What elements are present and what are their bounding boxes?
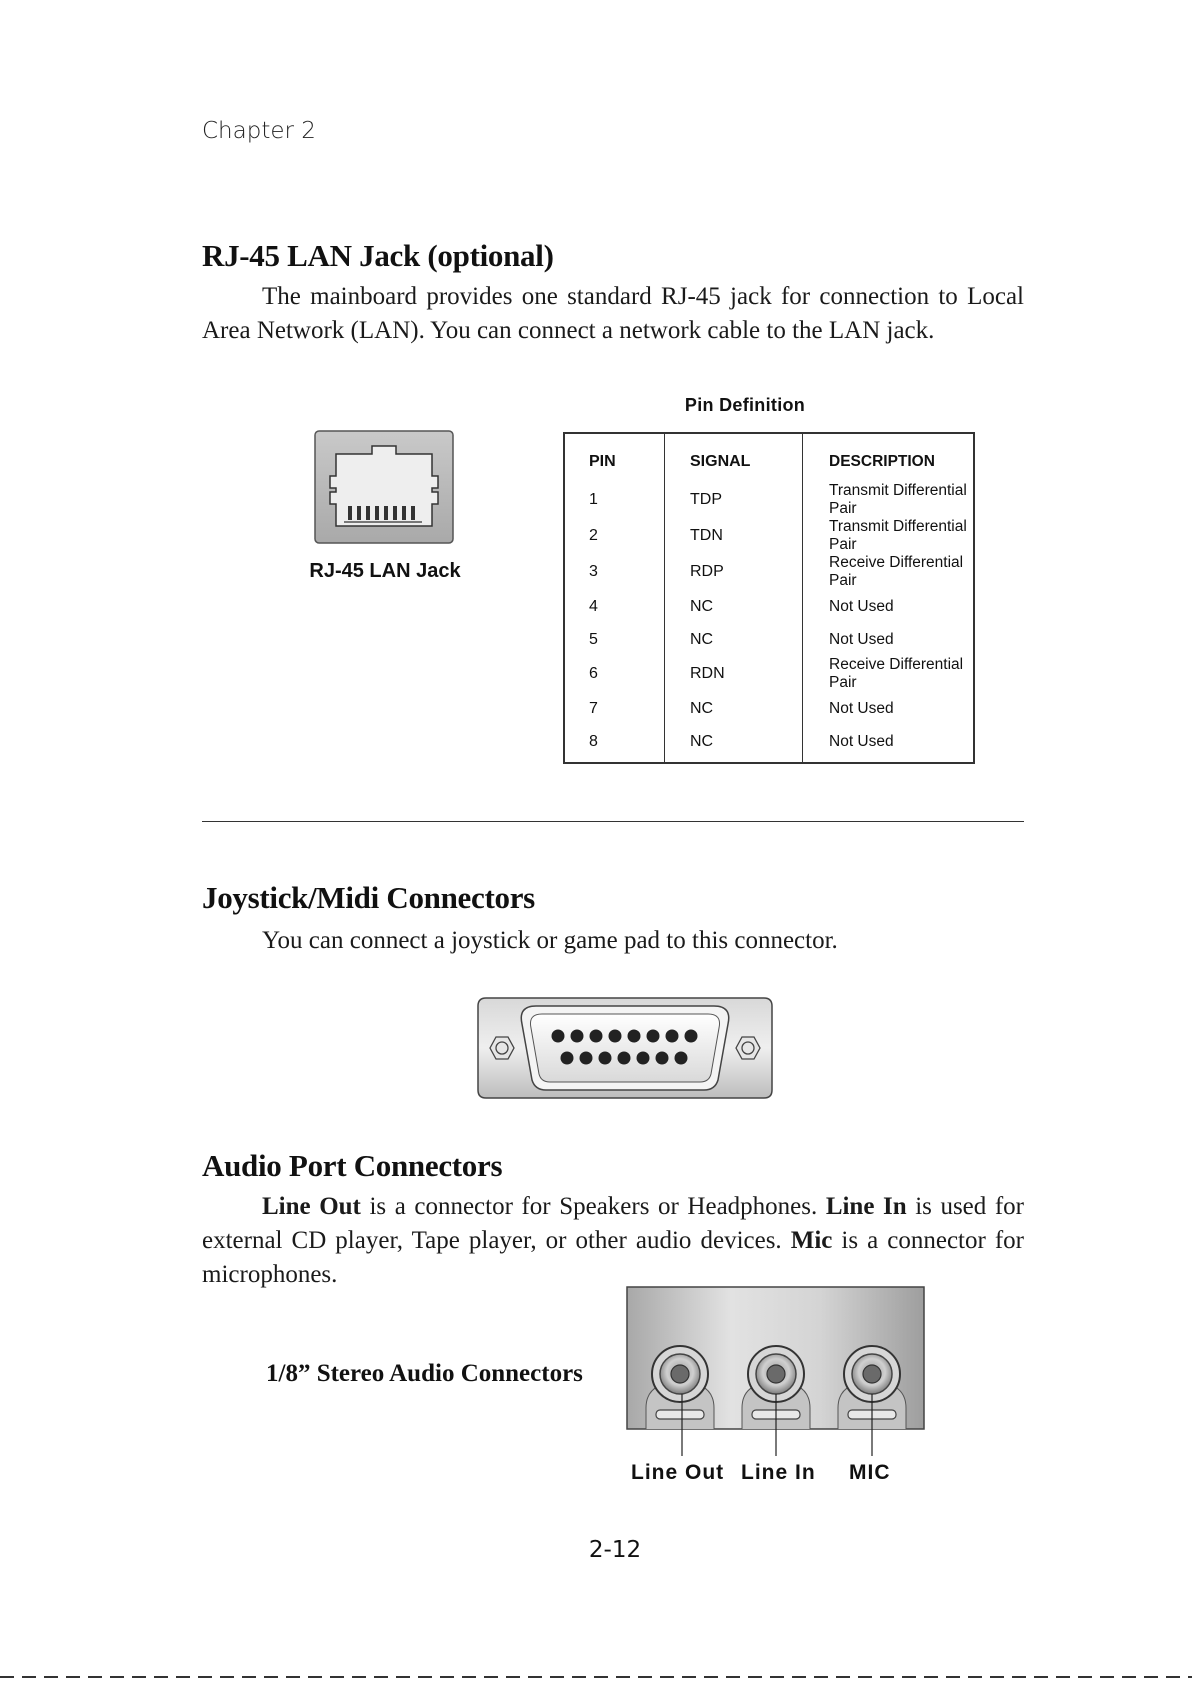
section-title-rj45: RJ-45 LAN Jack (optional) [202, 238, 554, 273]
signal-cell: RDN [665, 656, 803, 692]
table-row [564, 590, 974, 623]
signal-cell: NC [665, 590, 803, 623]
pin-cell: 6 [564, 656, 665, 692]
description-cell: Not Used [829, 597, 894, 615]
line-in-desc: is used for external CD player, Tape player, or other audio devices. [202, 1193, 1025, 1254]
pin-cell: 3 [564, 554, 665, 590]
section-title-joystick: Joystick/Midi Connectors [202, 880, 535, 915]
table-row [564, 725, 974, 763]
rj45-paragraph: The mainboard provides one standard RJ-45 jack for connection to Local Area Network (LAN). You can connect a network cable to the LAN jack. [202, 283, 1024, 344]
mic-label: MIC [849, 1461, 891, 1484]
description-cell: Receive Differential Pair [829, 656, 964, 691]
pin-definition-title: Pin Definition [684, 395, 806, 415]
page-edge-dashes [0, 1675, 1192, 1679]
table-row [564, 623, 974, 656]
pin-cell: 4 [564, 590, 665, 623]
pin-definition-table [563, 432, 975, 764]
signal-cell: TDN [665, 518, 803, 554]
line-out-term: Line Out [262, 1193, 361, 1220]
page-number: 2-12 [588, 1537, 642, 1563]
table-row [564, 482, 974, 518]
signal-cell: RDP [665, 554, 803, 590]
joystick-connector-illustration [476, 996, 774, 1100]
signal-cell: NC [665, 692, 803, 725]
column-header-description: DESCRIPTION [829, 453, 935, 470]
line-in-term: Line In [825, 1193, 907, 1220]
audio-connectors-illustration [626, 1286, 926, 1458]
pin-cell: 7 [564, 692, 665, 725]
description-cell: Not Used [829, 699, 894, 717]
table-row [564, 518, 974, 554]
description-cell: Transmit Differential Pair [829, 518, 967, 553]
description-cell: Receive Differential Pair [829, 554, 964, 589]
pin-cell: 5 [564, 623, 665, 656]
joystick-paragraph: You can connect a joystick or game pad to this connector. [262, 927, 838, 954]
line-out-label: Line Out [631, 1461, 725, 1484]
pin-cell: 2 [564, 518, 665, 554]
rj45-jack-illustration [314, 430, 454, 544]
column-header-signal: SIGNAL [665, 433, 803, 482]
column-header-pin: PIN [564, 433, 665, 482]
section-title-audio: Audio Port Connectors [202, 1148, 503, 1183]
table-row [564, 656, 974, 692]
signal-cell: TDP [665, 482, 803, 518]
pin-cell: 1 [564, 482, 665, 518]
chapter-header: Chapter 2 [202, 118, 316, 144]
section-divider [202, 821, 1024, 822]
rj45-figure-label: RJ-45 LAN Jack [309, 560, 461, 582]
table-header-row [564, 433, 974, 482]
line-out-desc: is a connector for Speakers or Headphones. [360, 1193, 826, 1220]
mic-desc: is a connector for microphones. [202, 1227, 1025, 1288]
description-cell: Not Used [829, 630, 894, 648]
description-cell: Not Used [829, 732, 894, 750]
mic-term: Mic [790, 1227, 833, 1254]
line-in-label: Line In [741, 1461, 816, 1484]
signal-cell: NC [665, 623, 803, 656]
table-row [564, 554, 974, 590]
stereo-audio-label: 1/8” Stereo Audio Connectors [266, 1360, 583, 1387]
table-row [564, 692, 974, 725]
signal-cell: NC [665, 725, 803, 763]
audio-paragraph [202, 1190, 1024, 1292]
description-cell: Transmit Differential Pair [829, 482, 967, 517]
pin-cell: 8 [564, 725, 665, 763]
